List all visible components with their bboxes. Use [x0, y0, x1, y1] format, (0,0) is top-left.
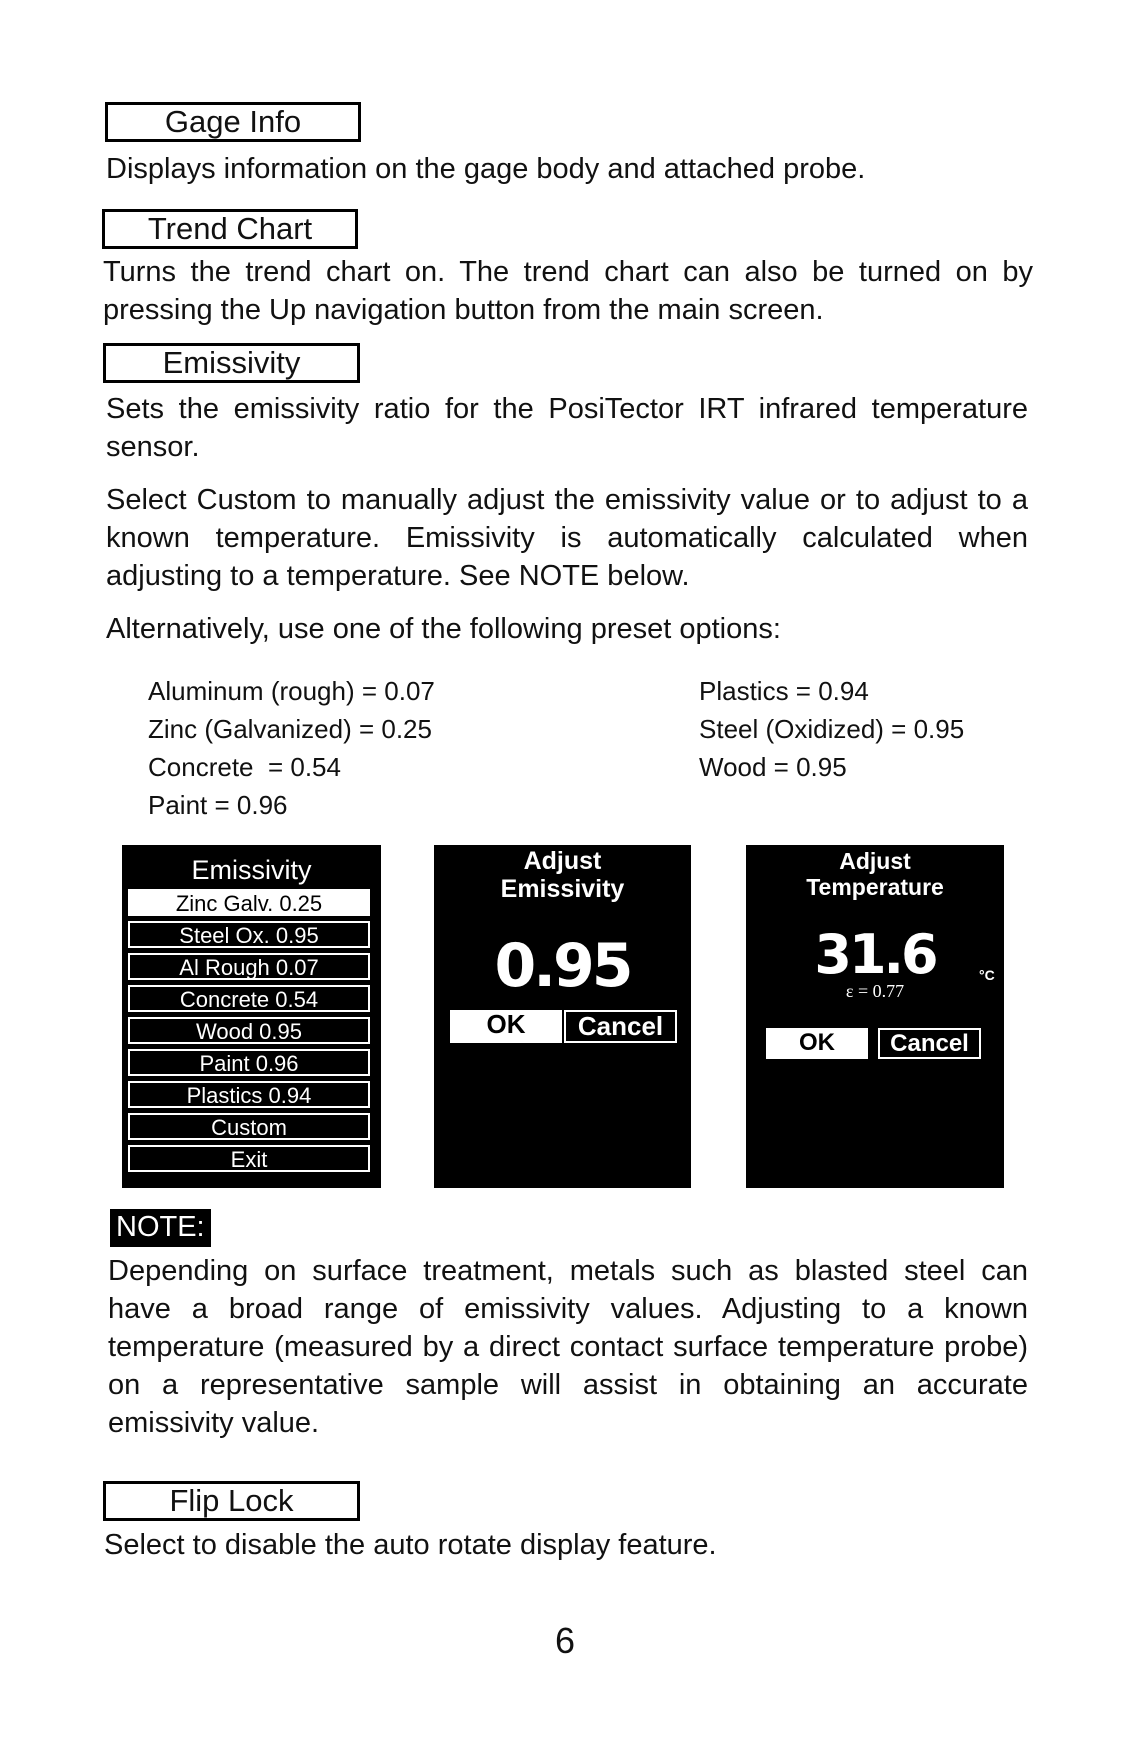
epsilon-readout: ε = 0.77	[845, 981, 905, 1001]
menu-item-concrete[interactable]: Concrete 0.54	[128, 985, 370, 1012]
preset-plastics: Plastics = 0.94	[699, 676, 869, 706]
flip-lock-heading: Flip Lock	[103, 1481, 360, 1521]
temperature-unit: °C	[979, 967, 995, 983]
ok-button[interactable]: OK	[450, 1010, 562, 1043]
trend-chart-heading: Trend Chart	[102, 209, 358, 249]
adjust-emissivity-title-line2: Emissivity	[500, 875, 625, 903]
emissivity-description: Sets the emissivity ratio for the PosiTector IRT infrared temperature sensor.	[106, 393, 1028, 463]
adjust-temperature-screen	[746, 845, 1004, 1188]
trend-chart-description: Turns the trend chart on. The trend chart can also be turned on by pressing the Up navigation button from the main screen.	[103, 256, 1033, 326]
menu-item-paint[interactable]: Paint 0.96	[128, 1049, 370, 1076]
preset-aluminum: Aluminum (rough) = 0.07	[148, 676, 435, 706]
adjust-emissivity-screen	[434, 845, 691, 1188]
emissivity-custom-description: Select Custom to manually adjust the emissivity value or to adjust to a known temperature. Emissivity is automatically calculated when adjusting to a temperature. See NOTE below.	[106, 484, 1028, 592]
menu-item-plastics[interactable]: Plastics 0.94	[128, 1081, 370, 1108]
gage-info-heading: Gage Info	[105, 102, 361, 142]
adjust-emissivity-title-line1: Adjust	[523, 847, 602, 875]
gage-info-description: Displays information on the gage body and attached probe.	[106, 153, 866, 185]
preset-steel: Steel (Oxidized) = 0.95	[699, 714, 965, 744]
preset-wood: Wood = 0.95	[699, 752, 847, 782]
emissivity-menu-list	[128, 889, 370, 1177]
menu-title: Emissivity	[191, 855, 312, 885]
preset-zinc: Zinc (Galvanized) = 0.25	[148, 714, 432, 744]
menu-item-zinc-galv[interactable]: Zinc Galv. 0.25	[128, 889, 370, 916]
cancel-button[interactable]: Cancel	[878, 1028, 981, 1059]
temperature-value: 31.6	[814, 923, 936, 986]
note-text: Depending on surface treatment, metals such as blasted steel can have a broad range of emissivity values. Adjusting to a known temperature (measured by a direct contact surface temperature probe) on a representative sample will assist in obtaining an accurate emissivity value.	[108, 1255, 1028, 1439]
menu-item-custom[interactable]: Custom	[128, 1113, 370, 1140]
note-label: NOTE:	[110, 1209, 211, 1247]
adjust-temperature-title-line1: Adjust	[839, 848, 911, 874]
preset-concrete: Concrete = 0.54	[148, 752, 341, 782]
flip-lock-description: Select to disable the auto rotate display feature.	[104, 1529, 717, 1561]
preset-paint: Paint = 0.96	[148, 790, 288, 820]
emissivity-heading: Emissivity	[103, 343, 360, 383]
emissivity-value: 0.95	[494, 931, 631, 1001]
emissivity-preset-intro: Alternatively, use one of the following preset options:	[106, 613, 781, 645]
menu-item-steel-ox[interactable]: Steel Ox. 0.95	[128, 921, 370, 948]
emissivity-menu-screen	[122, 845, 381, 1188]
page-number: 6	[555, 1620, 576, 1661]
menu-item-wood[interactable]: Wood 0.95	[128, 1017, 370, 1044]
adjust-temperature-title-line2: Temperature	[806, 874, 944, 900]
cancel-button[interactable]: Cancel	[564, 1010, 677, 1043]
menu-item-al-rough[interactable]: Al Rough 0.07	[128, 953, 370, 980]
menu-item-exit[interactable]: Exit	[128, 1145, 370, 1172]
ok-button[interactable]: OK	[766, 1028, 868, 1059]
